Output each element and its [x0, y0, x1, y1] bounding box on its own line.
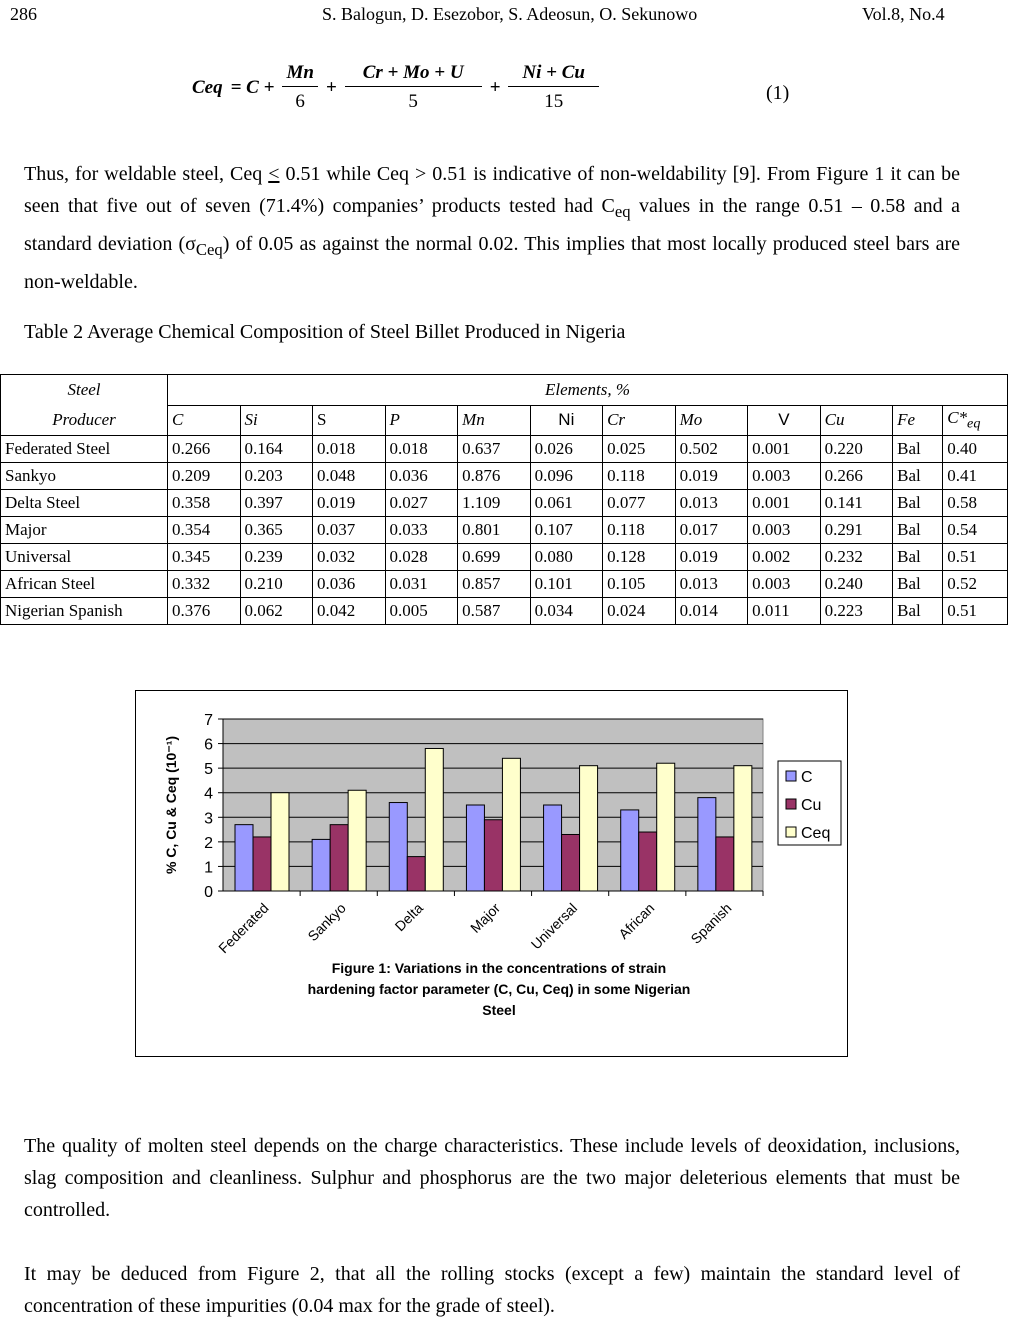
- eq-num2: Cr + Mo + U: [345, 62, 482, 87]
- value-cell: 0.397: [240, 490, 313, 517]
- value-cell: 0.209: [168, 463, 241, 490]
- value-cell: 0.210: [240, 571, 313, 598]
- value-cell: 0.017: [675, 517, 748, 544]
- value-cell: 0.801: [458, 517, 531, 544]
- value-cell: 0.025: [603, 436, 676, 463]
- equation-number: (1): [766, 82, 790, 104]
- y-tick-label: 6: [204, 736, 213, 754]
- table-row: [1, 463, 1008, 490]
- value-cell: 0.080: [530, 544, 603, 571]
- value-cell: 0.036: [313, 571, 386, 598]
- table-caption: Table 2 Average Chemical Composition of Steel Billet Produced in Nigeria: [24, 321, 626, 343]
- value-cell: 0.061: [530, 490, 603, 517]
- bar-cu: [484, 820, 502, 891]
- chart-title: hardening factor parameter (C, Cu, Ceq) in some Nigerian: [307, 981, 691, 997]
- volume: Vol.8, No.4: [862, 4, 945, 24]
- legend-swatch: [786, 827, 796, 837]
- table-row: [1, 490, 1008, 517]
- chart-title: Steel: [482, 1002, 516, 1018]
- y-tick-label: 2: [204, 834, 213, 852]
- legend-label: Ceq: [801, 825, 831, 842]
- value-cell: 0.036: [385, 463, 458, 490]
- bar-cu: [562, 834, 580, 891]
- value-cell: 0.876: [458, 463, 531, 490]
- value-cell: 0.003: [748, 463, 821, 490]
- value-cell: Bal: [893, 598, 943, 625]
- composition-table: [0, 374, 1008, 625]
- equation: [192, 62, 599, 113]
- y-tick-label: 0: [204, 884, 213, 901]
- value-cell: 0.001: [748, 490, 821, 517]
- y-axis-label: % C, Cu & Ceq (10⁻¹): [163, 735, 179, 875]
- bar-cu: [253, 837, 271, 891]
- value-cell: 0.003: [748, 571, 821, 598]
- value-cell: Bal: [893, 490, 943, 517]
- value-cell: 0.354: [168, 517, 241, 544]
- value-cell: 0.58: [943, 490, 1008, 517]
- legend-swatch: [786, 771, 796, 781]
- value-cell: Bal: [893, 463, 943, 490]
- bar-c: [389, 803, 407, 891]
- value-cell: 0.105: [603, 571, 676, 598]
- column-header: Mn: [458, 405, 531, 436]
- bar-ceq: [425, 748, 443, 891]
- column-header: Mo: [675, 405, 748, 436]
- value-cell: 0.062: [240, 598, 313, 625]
- x-tick-label: African: [615, 899, 658, 942]
- x-tick-label: Universal: [527, 899, 581, 953]
- value-cell: 0.291: [820, 517, 893, 544]
- value-cell: 0.037: [313, 517, 386, 544]
- value-cell: 0.118: [603, 517, 676, 544]
- eq-c: = C +: [230, 76, 275, 98]
- eq-den3: 15: [544, 91, 564, 112]
- value-cell: 0.502: [675, 436, 748, 463]
- value-cell: 0.014: [675, 598, 748, 625]
- bar-cu: [716, 837, 734, 891]
- value-cell: 0.51: [943, 544, 1008, 571]
- bar-ceq: [502, 758, 520, 891]
- value-cell: 0.857: [458, 571, 531, 598]
- column-header: $C*_{eq}$: [943, 405, 1008, 436]
- bar-ceq: [348, 790, 366, 891]
- value-cell: 0.54: [943, 517, 1008, 544]
- bar-ceq: [657, 763, 675, 891]
- bar-c: [466, 805, 484, 891]
- producer-cell: Universal: [1, 544, 168, 571]
- value-cell: 0.101: [530, 571, 603, 598]
- column-header: Cu: [820, 405, 893, 436]
- table-row: [1, 517, 1008, 544]
- producer-cell: Sankyo: [1, 463, 168, 490]
- eq-num3: Ni + Cu: [508, 62, 599, 87]
- x-tick-label: Spanish: [687, 899, 735, 947]
- value-cell: 0.026: [530, 436, 603, 463]
- bar-chart: [136, 691, 847, 1056]
- value-cell: 0.699: [458, 544, 531, 571]
- y-tick-label: 7: [204, 712, 213, 729]
- y-tick-label: 5: [204, 761, 213, 779]
- column-header: S: [313, 405, 386, 436]
- value-cell: 0.240: [820, 571, 893, 598]
- value-cell: 0.042: [313, 598, 386, 625]
- table-row: [1, 544, 1008, 571]
- x-tick-label: Sankyo: [304, 899, 349, 945]
- value-cell: 0.048: [313, 463, 386, 490]
- column-header: Ni: [530, 405, 603, 436]
- value-cell: 0.019: [675, 463, 748, 490]
- table-row: [1, 598, 1008, 625]
- x-tick-label: Delta: [391, 899, 426, 935]
- bar-c: [235, 825, 253, 891]
- value-cell: 1.109: [458, 490, 531, 517]
- value-cell: 0.637: [458, 436, 531, 463]
- value-cell: 0.013: [675, 490, 748, 517]
- producer-cell: Major: [1, 517, 168, 544]
- eq-num1: Mn: [282, 62, 317, 87]
- bar-c: [544, 805, 562, 891]
- eq-den2: 5: [408, 91, 418, 112]
- value-cell: 0.027: [385, 490, 458, 517]
- value-cell: 0.013: [675, 571, 748, 598]
- table-row: [1, 436, 1008, 463]
- value-cell: 0.001: [748, 436, 821, 463]
- table-row: [1, 571, 1008, 598]
- bar-ceq: [271, 793, 289, 891]
- chart-title: Figure 1: Variations in the concentrations of strain: [331, 960, 667, 976]
- bar-c: [312, 839, 330, 891]
- value-cell: 0.005: [385, 598, 458, 625]
- value-cell: 0.019: [313, 490, 386, 517]
- producer-cell: Federated Steel: [1, 436, 168, 463]
- value-cell: 0.024: [603, 598, 676, 625]
- value-cell: 0.376: [168, 598, 241, 625]
- paragraph-2: The quality of molten steel depends on the charge characteristics. These include levels of deoxidation, inclusions, slag composition and cleanliness. Sulphur and phosphorus are the two major deleterious elements that must be controlled.: [24, 1135, 960, 1221]
- page-number: 286: [10, 4, 37, 24]
- bar-cu: [639, 832, 657, 891]
- producer-cell: Nigerian Spanish: [1, 598, 168, 625]
- paragraph-3: It may be deduced from Figure 2, that all the rolling stocks (except a few) maintain the standard level of concentration of these impurities (0.04 max for the grade of steel).: [24, 1263, 960, 1317]
- x-tick-label: Federated: [215, 899, 272, 957]
- legend-swatch: [786, 799, 796, 809]
- bar-cu: [330, 825, 348, 891]
- bar-ceq: [734, 766, 752, 891]
- paragraph-1: Thus, for weldable steel, Ceq < 0.51 while Ceq > 0.51 is indicative of non-weldability [9]. From Figure 1 it can be seen that five out of seven (71.4%) companies’ products tested had $C_{eq}$ values in the range 0.51 – 0.58 and a standard deviation $(\sigma_{Ceq})$ of 0.05 as against the normal 0.02. This implies that most locally produced steel bars are non-weldable.: [24, 163, 961, 293]
- figure-1: [135, 690, 848, 1057]
- value-cell: 0.019: [675, 544, 748, 571]
- value-cell: 0.118: [603, 463, 676, 490]
- value-cell: 0.332: [168, 571, 241, 598]
- value-cell: 0.223: [820, 598, 893, 625]
- value-cell: 0.018: [313, 436, 386, 463]
- y-tick-label: 4: [204, 785, 213, 803]
- eq-den1: 6: [295, 91, 305, 112]
- value-cell: 0.266: [168, 436, 241, 463]
- value-cell: 0.40: [943, 436, 1008, 463]
- value-cell: 0.358: [168, 490, 241, 517]
- value-cell: 0.220: [820, 436, 893, 463]
- value-cell: Bal: [893, 517, 943, 544]
- value-cell: Bal: [893, 436, 943, 463]
- column-header: C: [168, 405, 241, 436]
- value-cell: 0.266: [820, 463, 893, 490]
- bar-c: [698, 798, 716, 891]
- value-cell: 0.077: [603, 490, 676, 517]
- value-cell: 0.032: [313, 544, 386, 571]
- elements-header: Elements, %: [168, 375, 1008, 406]
- value-cell: 0.51: [943, 598, 1008, 625]
- value-cell: 0.033: [385, 517, 458, 544]
- value-cell: 0.018: [385, 436, 458, 463]
- eq-plus: +: [325, 76, 337, 98]
- bar-cu: [407, 857, 425, 891]
- value-cell: 0.239: [240, 544, 313, 571]
- value-cell: 0.096: [530, 463, 603, 490]
- value-cell: 0.587: [458, 598, 531, 625]
- value-cell: 0.031: [385, 571, 458, 598]
- value-cell: 0.203: [240, 463, 313, 490]
- value-cell: 0.002: [748, 544, 821, 571]
- value-cell: 0.034: [530, 598, 603, 625]
- column-header: P: [385, 405, 458, 436]
- column-header: Cr: [603, 405, 676, 436]
- column-header: Fe: [893, 405, 943, 436]
- value-cell: 0.345: [168, 544, 241, 571]
- column-header: Si: [240, 405, 313, 436]
- value-cell: 0.128: [603, 544, 676, 571]
- producer-cell: African Steel: [1, 571, 168, 598]
- value-cell: 0.164: [240, 436, 313, 463]
- value-cell: 0.52: [943, 571, 1008, 598]
- running-authors: S. Balogun, D. Esezobor, S. Adeosun, O. Sekunowo: [322, 4, 698, 24]
- producer-cell: Delta Steel: [1, 490, 168, 517]
- y-tick-label: 1: [204, 859, 213, 877]
- bar-c: [621, 810, 639, 891]
- value-cell: 0.107: [530, 517, 603, 544]
- eq-plus: +: [489, 76, 501, 98]
- value-cell: 0.232: [820, 544, 893, 571]
- bar-ceq: [580, 766, 598, 891]
- value-cell: 0.141: [820, 490, 893, 517]
- value-cell: 0.003: [748, 517, 821, 544]
- value-cell: 0.41: [943, 463, 1008, 490]
- value-cell: 0.365: [240, 517, 313, 544]
- column-header: V: [748, 405, 821, 436]
- legend-label: Cu: [801, 797, 822, 814]
- x-tick-label: Major: [467, 899, 504, 936]
- producer-header: Steel Producer: [1, 375, 168, 436]
- value-cell: 0.028: [385, 544, 458, 571]
- value-cell: 0.011: [748, 598, 821, 625]
- legend-label: C: [801, 769, 813, 786]
- y-tick-label: 3: [204, 810, 213, 828]
- value-cell: Bal: [893, 544, 943, 571]
- eq-lhs: Ceq: [192, 76, 223, 98]
- value-cell: Bal: [893, 571, 943, 598]
